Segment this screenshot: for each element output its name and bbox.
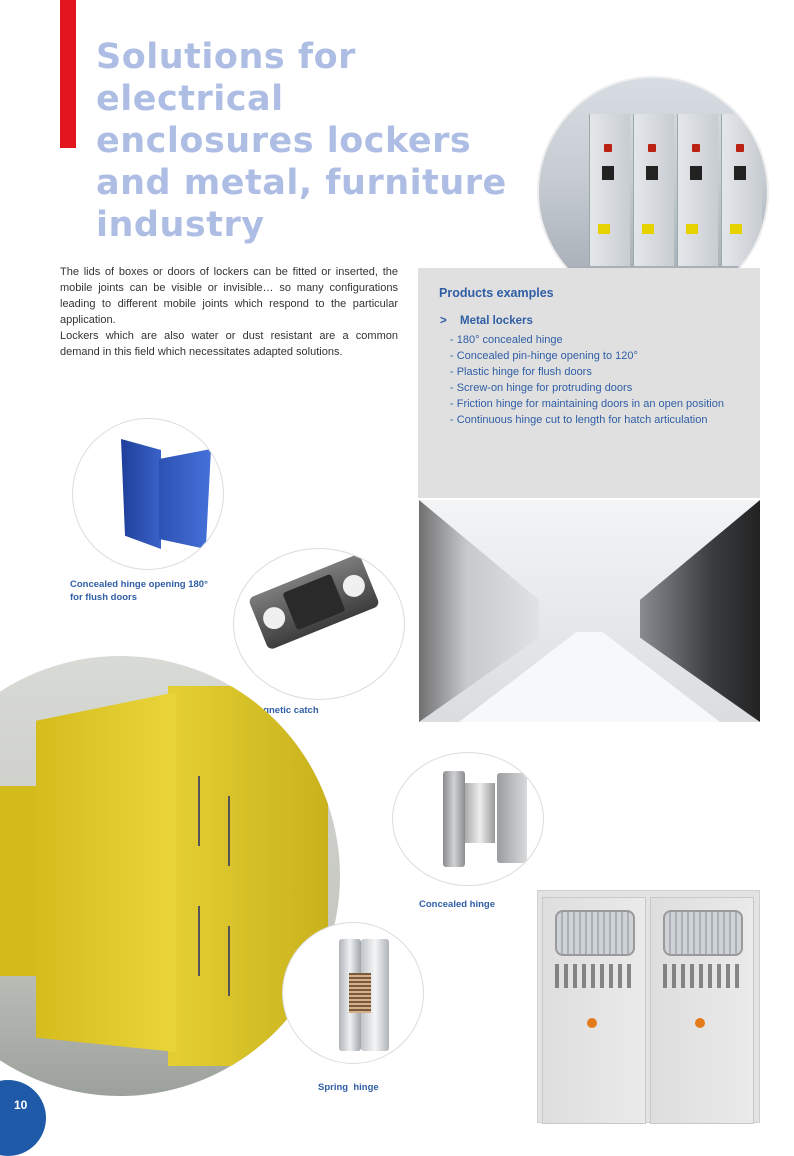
intro-paragraph: The lids of boxes or doors of lockers can be fitted or inserted, the mobile joints can be visible or invisible… so many configurations leading to different mobile joints which respond to the particular application.	[60, 266, 398, 326]
title-line: industry	[96, 205, 265, 245]
cabinet-unit	[721, 114, 762, 284]
category-label: Metal lockers	[460, 315, 533, 327]
page-number: 10	[14, 1098, 28, 1112]
cabinet-unit	[633, 114, 674, 284]
list-item: - Plastic hinge for flush doors	[450, 366, 592, 378]
title-line: Solutions for electrical	[96, 37, 356, 119]
chevron-right-icon: >	[440, 315, 447, 327]
products-heading: Products examples	[439, 286, 554, 300]
yellow-lockers-photo	[0, 656, 340, 1096]
products-list	[450, 332, 750, 428]
products-category	[440, 315, 533, 327]
hinge-180-photo	[72, 418, 224, 570]
intro-paragraph: Lockers which are also water or dust resistant are a common demand in this field which necessitates adapted solutions.	[60, 330, 398, 358]
control-cabinet-photo	[537, 890, 760, 1123]
data-center-photo	[419, 500, 760, 722]
caption-spring-hinge: Spring hinge	[318, 1082, 379, 1093]
list-item: - Concealed pin-hinge opening to 120°	[450, 350, 638, 362]
magnetic-catch-photo	[233, 548, 405, 700]
title-line: and metal, furniture	[96, 163, 507, 203]
accent-bar	[60, 0, 76, 148]
spring-hinge-photo	[282, 922, 424, 1064]
caption-concealed-hinge: Concealed hinge	[419, 899, 496, 910]
title-line: enclosures lockers	[96, 121, 472, 161]
list-item: - Friction hinge for maintaining doors in an open position	[450, 398, 724, 410]
products-examples-panel	[418, 268, 760, 498]
list-item: - Continuous hinge cut to length for hatch articulation	[450, 414, 708, 426]
page-number-badge	[0, 1080, 46, 1156]
cabinet-unit	[589, 114, 630, 284]
intro-text	[60, 264, 398, 360]
cabinet-unit	[677, 114, 718, 284]
concealed-hinge-photo	[392, 752, 544, 886]
list-item: - 180° concealed hinge	[450, 334, 563, 346]
page-title	[96, 36, 536, 246]
caption-hinge-180: Concealed hinge opening 180° for flush doors	[70, 579, 208, 603]
list-item: - Screw-on hinge for protruding doors	[450, 382, 633, 394]
